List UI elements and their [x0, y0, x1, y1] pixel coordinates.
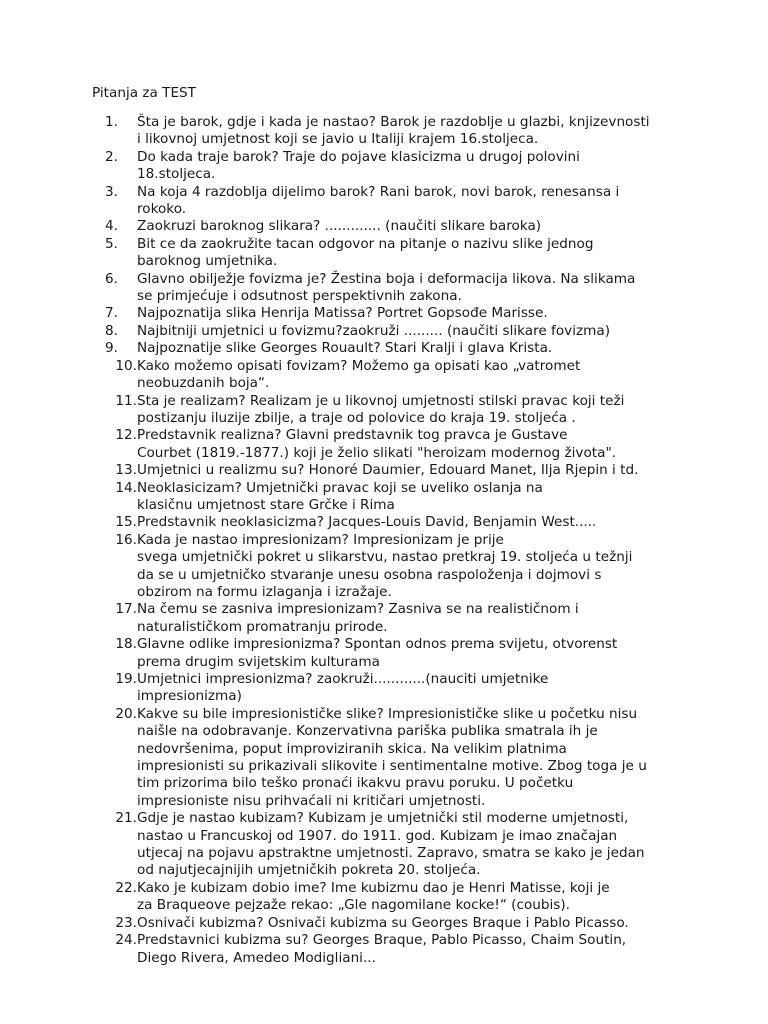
text-line: Do kada traje barok? Traje do pojave klasicizma u drugoj polovini — [137, 148, 580, 165]
text-line: rokoko. — [137, 201, 187, 218]
text-line: postizanju iluzije zbilje, a traje od polovice do kraja 19. stoljeća . — [137, 409, 576, 426]
text-line: Kada je nastao impresionizam? Impresionizam je prije — [137, 531, 504, 548]
list-item-text — [137, 218, 682, 235]
list-item — [92, 340, 682, 357]
list-item — [92, 427, 682, 462]
list-item-text — [137, 636, 682, 671]
list-item — [92, 480, 682, 515]
list-item — [92, 462, 682, 479]
text-line: 18.stoljeca. — [137, 166, 216, 183]
text-line: nastao u Francuskoj od 1907. do 1911. god. Kubizam je imao značajan — [137, 827, 618, 844]
list-item-text — [137, 480, 682, 515]
text-line: utjecaj na pojavu apstraktne umjetnosti. Zapravo, smatra se kako je jedan — [137, 845, 645, 862]
list-item-text — [137, 271, 682, 306]
list-item-number: 16. — [115, 531, 137, 548]
list-item-text — [137, 514, 682, 531]
list-item-number: 15. — [115, 514, 137, 531]
text-line: da se u umjetničko stvaranje unesu osobna raspoloženja i dojmovi s — [137, 566, 602, 583]
list-item-text — [137, 340, 682, 357]
text-line: Na koja 4 razdoblja dijelimo barok? Rani barok, novi barok, renesansa i — [137, 183, 620, 200]
text-line: Glavne odlike impresionizma? Spontan odnos prema svijetu, otvorenst — [137, 636, 618, 653]
list-item-text — [137, 532, 682, 602]
list-item — [92, 532, 682, 602]
list-item — [92, 932, 682, 967]
list-item-text — [137, 305, 682, 322]
list-item-number: 3. — [105, 183, 118, 200]
text-line: Courbet (1819.-1877.) koji je želio slikati "heroizam modernog života". — [137, 444, 617, 461]
list-item — [92, 810, 682, 880]
text-line: Najpoznatije slike Georges Rouault? Stari Kralji i glava Krista. — [137, 340, 553, 357]
text-line: nedovršenima, poput improviziranih skica. Na velikim platnima — [137, 740, 567, 757]
text-line: Osnivači kubizma? Osnivači kubizma su Georges Braque i Pablo Picasso. — [137, 914, 629, 931]
list-item-number: 1. — [105, 114, 118, 130]
list-item-number: 8. — [105, 322, 118, 339]
text-line: i likovnoj umjetnost koji se javio u Italiji krajem 16.stoljeca. — [137, 131, 539, 148]
list-item-text — [137, 915, 682, 932]
list-item — [92, 358, 682, 393]
list-item — [92, 671, 682, 706]
text-line: Predstavnici kubizma su? Georges Braque, Pablo Picasso, Chaim Soutin, — [137, 932, 627, 949]
list-item-number: 23. — [115, 914, 137, 931]
list-item-text — [137, 601, 682, 636]
text-line: impresioniste nisu prihvaćali ni kritičari umjetnosti. — [137, 792, 486, 809]
text-line: Bit ce da zaokružite tacan odgovor na pitanje o nazivu slike jednog — [137, 235, 594, 252]
list-item — [92, 305, 682, 322]
list-item-number: 10. — [115, 357, 137, 374]
text-line: Gdje je nastao kubizam? Kubizam je umjetnički stil moderne umjetnosti, — [137, 810, 629, 827]
text-line: Umjetnici impresionizma? zaokruži............(nauciti umjetnike — [137, 671, 549, 687]
list-item-number: 9. — [105, 340, 118, 357]
list-item-text — [137, 810, 682, 880]
list-item — [92, 236, 682, 271]
list-item-number: 21. — [115, 810, 137, 827]
text-line: Sta je realizam? Realizam je u likovnoj umjetnosti stilski pravac koji teži — [137, 392, 625, 409]
text-line: Najpoznatija slika Henrija Matissa? Portret Gopsođe Marisse. — [137, 305, 548, 322]
list-item-number: 2. — [105, 148, 118, 165]
text-line: Šta je barok, gdje i kada je nastao? Barok je razdoblje u glazbi, knjizevnosti — [137, 114, 650, 130]
list-item-text — [137, 184, 682, 219]
list-item-text — [137, 114, 682, 149]
list-item-number: 11. — [115, 392, 137, 409]
list-item — [92, 915, 682, 932]
list-item-number: 14. — [115, 479, 137, 496]
list-item-number: 4. — [105, 218, 118, 235]
text-line: Umjetnici u realizmu su? Honoré Daumier, Edouard Manet, Ilja Rjepin i td. — [137, 462, 639, 479]
text-line: Predstavnik realizna? Glavni predstavnik tog pravca je Gustave — [137, 427, 568, 444]
list-item-text — [137, 671, 682, 706]
list-item — [92, 393, 682, 428]
text-line: Kakve su bile impresionističke slike? Impresionističke slike u početku nisu — [137, 705, 638, 722]
text-line: Glavno obilježje fovizma je? Žestina boja i deformacija likova. Na slikama — [137, 270, 636, 287]
text-line: baroknog umjetnika. — [137, 253, 278, 270]
list-item-number: 5. — [105, 235, 118, 252]
text-line: Diego Rivera, Amedeo Modigliani... — [137, 949, 376, 966]
list-item-text — [137, 706, 682, 810]
list-item-number: 19. — [115, 671, 137, 687]
text-line: Zaokruzi baroknog slikara? ............. (naučiti slikare baroka) — [137, 218, 542, 235]
text-line: klasičnu umjetnost stare Grčke i Rima — [137, 496, 395, 513]
text-line: za Braqueove pejzaže rekao: „Gle nagomilane kocke!“ (coubis). — [137, 897, 571, 914]
list-item — [92, 114, 682, 149]
list-item-text — [137, 932, 682, 967]
text-line: impresionisti su prikazivali slikovite i sentimentalne motive. Zbog toga je u — [137, 758, 647, 775]
list-item — [92, 184, 682, 219]
list-item-text — [137, 427, 682, 462]
list-item — [92, 706, 682, 810]
list-item-text — [137, 462, 682, 479]
list-item — [92, 601, 682, 636]
text-line: Najbitniji umjetnici u fovizmu?zaokruži ......... (naučiti slikare fovizma) — [137, 322, 610, 339]
list-item — [92, 218, 682, 235]
text-line: tim prizorima bilo teško pronaći ikakvu pravu poruku. U početku — [137, 775, 574, 792]
text-line: Kako možemo opisati fovizam? Možemo ga opisati kao „vatromet — [137, 357, 581, 374]
list-item — [92, 149, 682, 184]
list-item-number: 17. — [115, 601, 137, 618]
question-list — [92, 114, 682, 967]
text-line: Predstavnik neoklasicizma? Jacques-Louis David, Benjamin West..... — [137, 514, 597, 531]
list-item-number: 7. — [105, 305, 118, 322]
list-item — [92, 636, 682, 671]
list-item-number: 20. — [115, 705, 137, 722]
list-item — [92, 323, 682, 340]
list-item-number: 18. — [115, 636, 137, 653]
list-item-number: 12. — [115, 427, 137, 444]
text-line: obzirom na formu izlaganja i izražaje. — [137, 583, 392, 600]
text-line: naturalističkom promatranju prirode. — [137, 618, 388, 635]
list-item-text — [137, 149, 682, 184]
text-line: Neoklasicizam? Umjetnički pravac koji se uveliko oslanja na — [137, 479, 543, 496]
text-line: naišle na odobravanje. Konzervativna pariška publika smatrala ih je — [137, 723, 598, 740]
list-item-text — [137, 236, 682, 271]
list-item — [92, 880, 682, 915]
text-line: Na čemu se zasniva impresionizam? Zasniva se na realističnom i — [137, 601, 579, 618]
list-item-number: 24. — [115, 932, 137, 949]
list-item-number: 13. — [115, 462, 137, 479]
text-line: od najutjecajnijih umjetničkih pokreta 20. stoljeća. — [137, 862, 481, 879]
list-item-number: 6. — [105, 270, 118, 287]
document-title: Pitanja za TEST — [92, 85, 196, 101]
text-line: neobuzdanih boja“. — [137, 375, 270, 392]
text-line: prema drugim svijetskim kulturama — [137, 653, 380, 670]
text-line: impresionizma) — [137, 688, 242, 705]
list-item-text — [137, 393, 682, 428]
list-item-number: 22. — [115, 879, 137, 896]
list-item — [92, 271, 682, 306]
list-item — [92, 514, 682, 531]
list-item-text — [137, 323, 682, 340]
list-item-text — [137, 358, 682, 393]
text-line: se primjećuje i odsutnost perspektivnih zakona. — [137, 288, 462, 305]
text-line: Kako je kubizam dobio ime? Ime kubizmu dao je Henri Matisse, koji je — [137, 879, 610, 896]
list-item-text — [137, 880, 682, 915]
text-line: svega umjetnički pokret u slikarstvu, nastao pretkraj 19. stoljeća u težnji — [137, 549, 633, 566]
